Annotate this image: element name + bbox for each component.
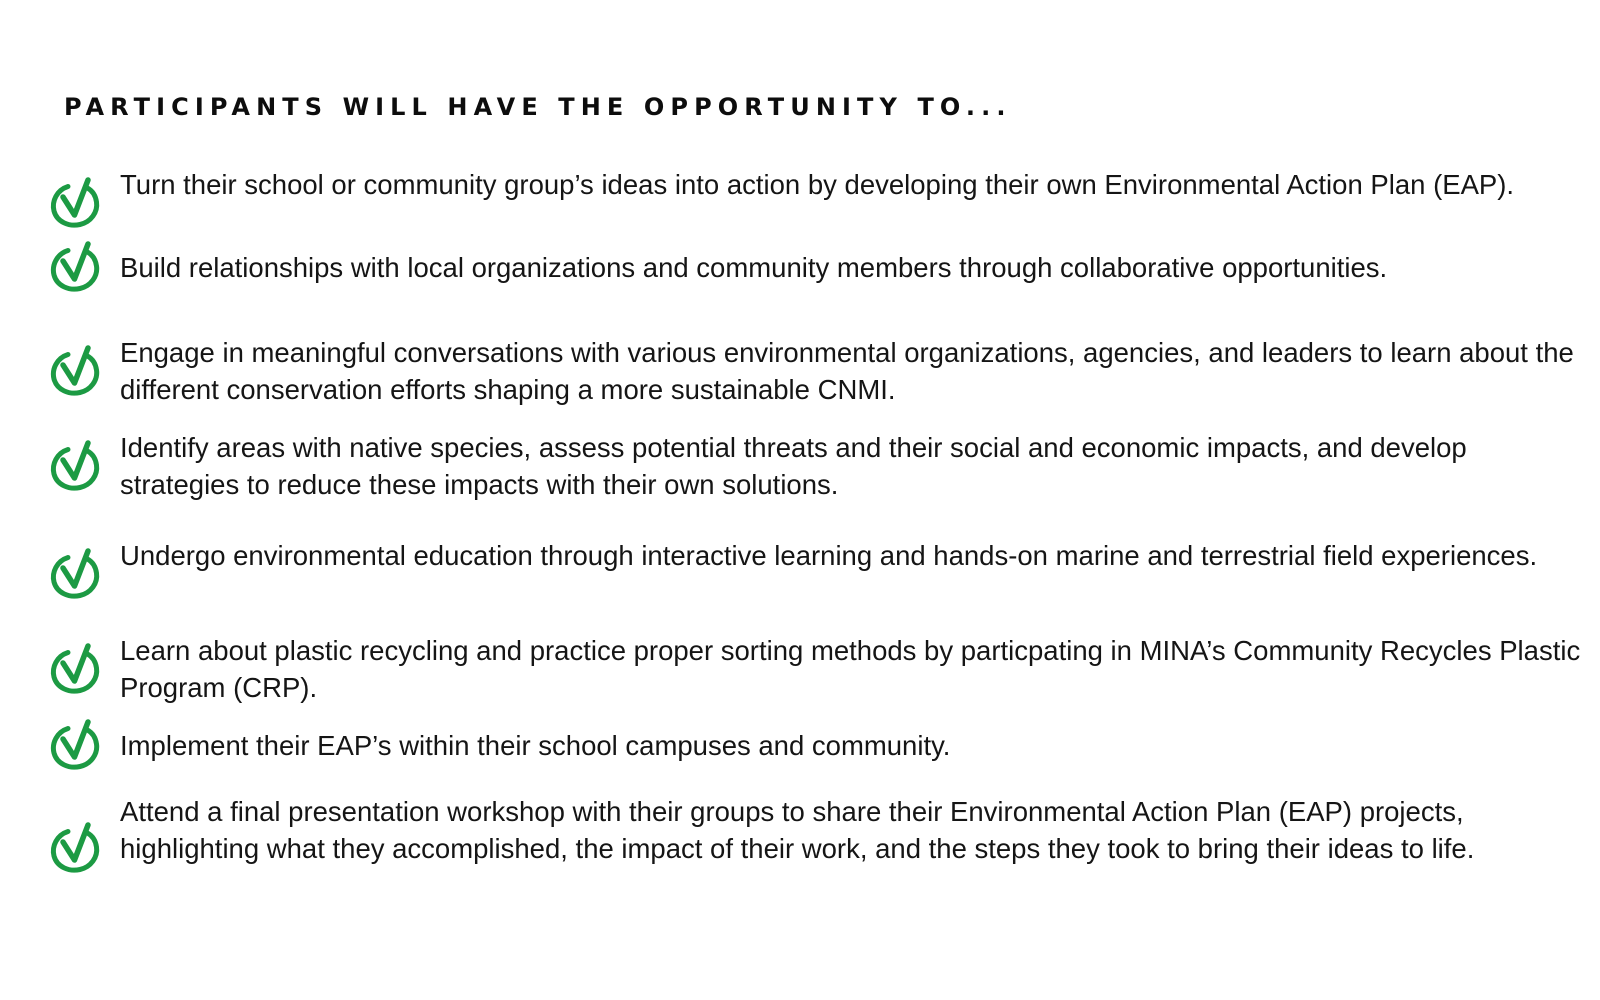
page-heading: PARTICIPANTS WILL HAVE THE OPPORTUNITY TO... xyxy=(64,93,1012,121)
list-item xyxy=(44,167,1574,240)
green-checkmark-icon xyxy=(48,240,104,296)
green-checkmark-icon xyxy=(48,547,104,603)
green-checkmark-icon xyxy=(48,344,104,400)
list-item xyxy=(44,430,1574,503)
green-checkmark-icon xyxy=(48,821,104,877)
list-item-text: Build relationships with local organizations and community members through collaborative opportunities. xyxy=(120,252,1388,283)
list-item xyxy=(44,728,1574,764)
list-item-text: Identify areas with native species, assess potential threats and their social and economic impacts, and develop strategies to reduce these impacts with their own solutions. xyxy=(120,432,1467,500)
list-item-text: Attend a final presentation workshop with their groups to share their Environmental Action Plan (EAP) projects, highlighting what they accomplished, the impact of their work, and the steps they took to bring their ideas to life. xyxy=(120,796,1475,864)
list-item-text: Undergo environmental education through interactive learning and hands-on marine and terrestrial field experiences. xyxy=(120,540,1538,571)
list-item xyxy=(44,633,1581,706)
list-item-text: Learn about plastic recycling and practice proper sorting methods by particpating in MINA’s Community Recycles Plastic Program (CRP). xyxy=(120,635,1581,703)
list-item-text: Turn their school or community group’s ideas into action by developing their own Environmental Action Plan (EAP). xyxy=(120,169,1515,200)
green-checkmark-icon xyxy=(48,642,104,698)
list-item-text: Implement their EAP’s within their school campuses and community. xyxy=(120,730,951,761)
list-item xyxy=(44,335,1574,408)
green-checkmark-icon xyxy=(48,176,104,232)
list-item xyxy=(44,794,1574,904)
list-item xyxy=(44,538,1574,611)
green-checkmark-icon xyxy=(48,718,104,774)
list-item xyxy=(44,250,1574,286)
green-checkmark-icon xyxy=(48,439,104,495)
list-item-text: Engage in meaningful conversations with various environmental organizations, agencies, and leaders to learn about the different conservation efforts shaping a more sustainable CNMI. xyxy=(120,337,1574,405)
